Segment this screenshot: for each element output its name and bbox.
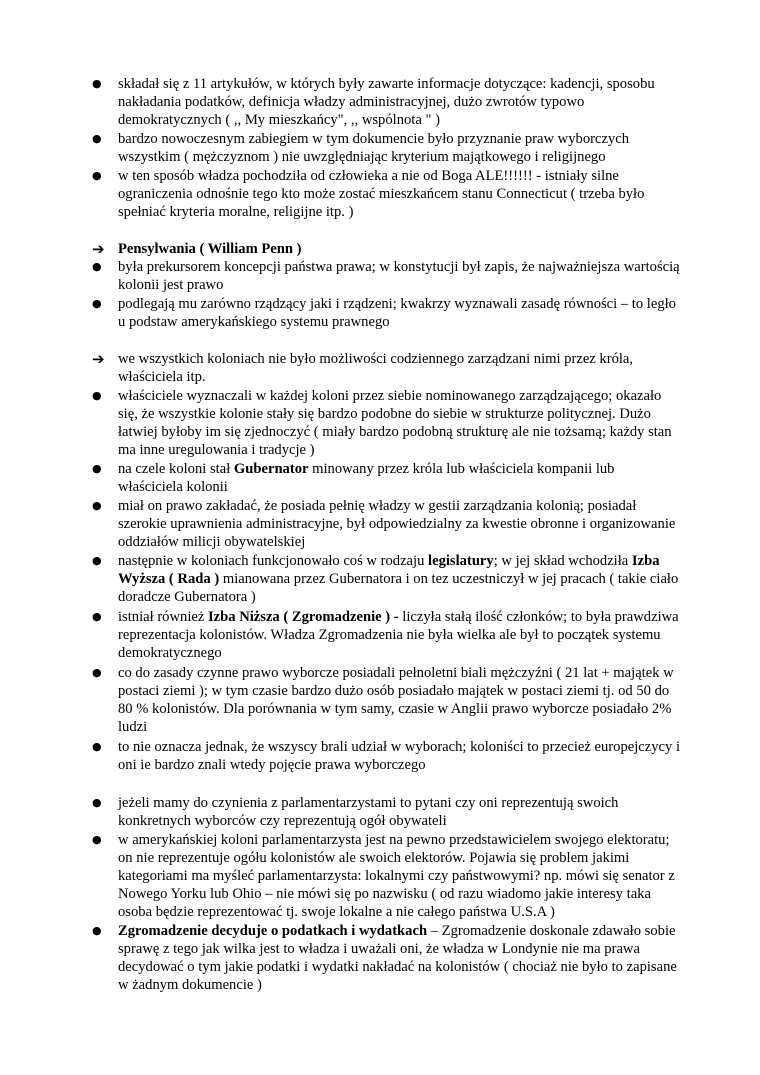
bullet-icon: ● — [92, 924, 102, 937]
list-item-text: miał on prawo zakładać, że posiada pełnię władzy w gestii zarządzania kolonią; posiadał szerokie uprawnienia administracyjne, był odpowiedzialny za kwestie obronne i organizowanie oddziałów milicji obywatelskiej — [118, 498, 676, 551]
list-item — [92, 664, 682, 736]
list-item-text: następnie w koloniach funkcjonowało coś w rodzaju legislatury; w jej skład wchodziła Izba Wyższa ( Rada ) mianowana przez Gubernatora i on tez uczestniczył w jej pracach ( takie ciało doradcze Gubernatora ) — [118, 553, 679, 606]
list-item — [92, 794, 682, 830]
bullet-icon: ● — [92, 796, 102, 809]
bullet-icon: ● — [92, 462, 102, 475]
list-item — [92, 387, 682, 459]
list-item-text: bardzo nowoczesnym zabiegiem w tym dokumencie było przyznanie praw wyborczych wszystkim ( mężczyznom ) nie uwzględniając kryterium majątkowego i religijnego — [118, 131, 630, 166]
arrow-right-icon: ➔ — [92, 240, 105, 258]
list-item-text: w ten sposób władza pochodziła od człowieka a nie od Boga ALE!!!!!! - istniały silne ograniczenia odnośnie tego kto może zostać mieszkańcem stanu Connecticut ( trzeba było spełniać kryteria moralne, religijne itp. ) — [118, 168, 645, 221]
list-item — [92, 258, 682, 294]
list-item — [92, 167, 682, 221]
list-item — [92, 922, 682, 994]
bullet-icon: ● — [92, 610, 102, 623]
list-item-text: to nie oznacza jednak, że wszyscy brali udział w wyborach; koloniści to przecież europejczycy i oni ie bardzo znali wtedy pojęcie prawa wyborczego — [118, 739, 681, 774]
list-item-text: we wszystkich koloniach nie było możliwości codziennego zarządzani nimi przez króla, właściciela itp. — [118, 351, 634, 386]
list-item-text: co do zasady czynne prawo wyborcze posiadali pełnoletni biali mężczyźni ( 21 lat + majątek w postaci ziemi ); w tym czasie bardzo dużo osób posiadało majątek w postaci ziemi tj. od 50 do 80 % kolonistów. Dla porównania w tym samy, czasie w Anglii prawo wyborcze posiadało 2% ludzi — [118, 665, 674, 736]
list-item — [92, 831, 682, 921]
bullet-icon: ● — [92, 499, 102, 512]
bullet-icon: ● — [92, 833, 102, 846]
bullet-icon: ● — [92, 740, 102, 753]
list-item — [92, 295, 682, 331]
list-item-text: Zgromadzenie decyduje o podatkach i wydatkach – Zgromadzenie doskonale zdawało sobie sprawę z tego jak wilka jest to władza i uważali oni, że władza w Londynie nie ma prawa decydować o tym jakie podatki i wydatki nakładać na kolonistów ( chociaż nie było to zapisane w żadnym dokumencie ) — [118, 923, 677, 994]
list-item — [92, 130, 682, 166]
list-item-text: na czele koloni stał Gubernator minowany przez króla lub właściciela kompanii lub właściciela kolonii — [118, 461, 615, 496]
bullet-icon: ● — [92, 169, 102, 182]
list-item-text: właściciele wyznaczali w każdej koloni przez siebie nominowanego zarządzającego; okazało się, że wszystkie kolonie stały się bardzo podobne do siebie w strukturze politycznej. Dużo łatwiej byłoby im się zjednoczyć ( miały bardzo podobną strukturę ale nie tożsamą; każdy stan ma inne uregulowania i tradycje ) — [118, 388, 672, 459]
list-item-text: jeżeli mamy do czynienia z parlamentarzystami to pytani czy oni reprezentują swoich konkretnych wyborców czy reprezentują ogół obywateli — [118, 795, 619, 830]
bullet-icon: ● — [92, 132, 102, 145]
list-item-text: była prekursorem koncepcji państwa prawa; w konstytucji był zapis, że najważniejsza wartością kolonii jest prawo — [118, 259, 680, 294]
list-item — [92, 552, 682, 606]
list-item — [92, 738, 682, 774]
list-item-text: składał się z 11 artykułów, w których były zawarte informacje dotyczące: kadencji, sposobu nakładania podatków, definicja władzy administracyjnej, dużo zwrotów typowo demokratycznych ( ,, My mieszkańcy", ,, wspólnota " ) — [118, 76, 655, 129]
arrow-list-item — [92, 350, 682, 386]
list-item-text: istniał również Izba Niższa ( Zgromadzenie ) - liczyła stałą ilość członków; to była prawdziwa reprezentacja kolonistów. Władza Zgromadzenia nie była wielka ale był to początek systemu demokratycznego — [118, 609, 679, 662]
arrow-right-icon: ➔ — [92, 350, 105, 368]
section-heading-pennsylvania — [92, 240, 682, 258]
bullet-icon: ● — [92, 297, 102, 310]
bullet-icon: ● — [92, 554, 102, 567]
list-item — [92, 460, 682, 496]
list-item-text: w amerykańskiej koloni parlamentarzysta jest na pewno przedstawicielem swojego elektoratu; on nie reprezentuje ogółu kolonistów ale swoich elektorów. Pojawia się problem jakimi kategoriami ma myśleć parlamentarzysta: lokalnymi czy państwowymi? np. mówi się senator z Nowego Yorku lub Ohio – nie mówi się po nazwisku ( od razu wiadomo jakie interesy taka osoba będzie reprezentować tj. swoje lokalne a nie całego państwa U.S.A ) — [118, 832, 675, 921]
list-item — [92, 75, 682, 129]
bullet-icon: ● — [92, 666, 102, 679]
heading-text: Pensylwania ( William Penn ) — [118, 241, 302, 257]
list-item — [92, 497, 682, 551]
list-item-text: podlegają mu zarówno rządzący jaki i rządzeni; kwakrzy wyznawali zasadę równości – to legło u podstaw amerykańskiego systemu prawnego — [118, 296, 676, 331]
bullet-icon: ● — [92, 77, 102, 90]
bullet-icon: ● — [92, 389, 102, 402]
list-item — [92, 608, 682, 662]
bullet-icon: ● — [92, 260, 102, 273]
